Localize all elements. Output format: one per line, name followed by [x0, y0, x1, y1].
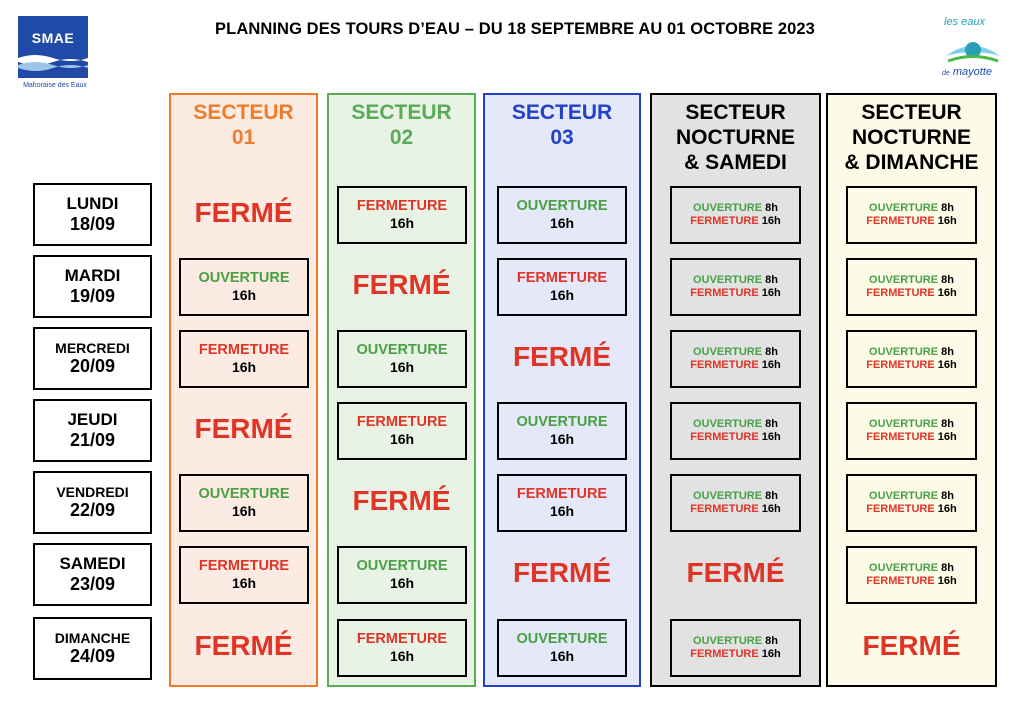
fermeture-time: 16h	[937, 575, 957, 587]
sector-header-line1: SECTEUR	[193, 101, 294, 124]
page-title: PLANNING DES TOURS D’EAU – DU 18 SEPTEMBRE AU 01 OCTOBRE 2023	[215, 20, 815, 38]
ouverture-label: OUVERTURE	[869, 417, 939, 430]
ouverture-label: OUVERTURE	[869, 273, 939, 286]
time-label: 16h	[389, 215, 415, 232]
eaux-logo-name: mayotte	[952, 66, 992, 78]
sector-header-line1: SECTEUR	[685, 101, 786, 124]
time-label: 16h	[549, 431, 575, 448]
fermeture-label: FERMETURE	[866, 287, 935, 299]
status-ferme: FERMÉ	[194, 413, 293, 444]
day-date: 22/09	[69, 500, 116, 521]
schedule-cell-ouverture-fermeture	[846, 402, 977, 460]
status-ferme: FERMÉ	[352, 485, 451, 516]
day-date: 20/09	[69, 356, 116, 377]
smae-logo-text: SMAE	[31, 30, 75, 46]
ouverture-line	[672, 418, 799, 431]
ouverture-time: 8h	[765, 489, 778, 502]
sector-header-line3: & DIMANCHE	[844, 150, 979, 174]
schedule-cell-ouverture-fermeture	[670, 186, 801, 244]
sector-header	[171, 101, 316, 151]
day-date: 24/09	[69, 646, 116, 667]
fermeture-time: 16h	[761, 287, 781, 299]
status-ferme: FERMÉ	[862, 630, 961, 661]
ouverture-label: OUVERTURE	[693, 345, 763, 358]
eaux-logo-de: de	[942, 70, 950, 77]
water-drop-icon	[938, 28, 1008, 68]
sector-column-nocturne-samedi	[650, 93, 821, 687]
fermeture-label: FERMETURE	[690, 431, 759, 443]
time-label: 16h	[231, 503, 257, 520]
fermeture-label: FERMETURE	[516, 486, 608, 503]
ouverture-time: 8h	[765, 417, 778, 430]
ouverture-time: 8h	[765, 345, 778, 358]
day-date: 23/09	[69, 573, 116, 594]
fermeture-label: FERMETURE	[866, 503, 935, 515]
ouverture-time: 8h	[765, 273, 778, 286]
ouverture-line	[848, 490, 975, 503]
schedule-cell-ouverture	[497, 619, 627, 677]
schedule-cell-ouverture	[497, 402, 627, 460]
ouverture-line	[672, 490, 799, 503]
time-label: 16h	[231, 575, 257, 592]
schedule-cell-ouverture-fermeture	[670, 258, 801, 316]
wave-icon	[18, 52, 88, 74]
fermeture-time: 16h	[761, 359, 781, 371]
ouverture-time: 8h	[941, 201, 954, 214]
time-label: 16h	[231, 287, 257, 304]
fermeture-label: FERMETURE	[356, 631, 448, 648]
ouverture-line	[848, 274, 975, 287]
eaux-logo-bottom-text	[942, 66, 992, 78]
fermeture-time: 16h	[937, 287, 957, 299]
schedule-cell-ouverture	[179, 258, 309, 316]
ouverture-label: OUVERTURE	[869, 201, 939, 214]
fermeture-line	[672, 431, 799, 444]
ouverture-time: 8h	[941, 561, 954, 574]
schedule-cell-fermeture	[497, 258, 627, 316]
fermeture-time: 16h	[761, 215, 781, 227]
ouverture-time: 8h	[765, 634, 778, 647]
sector-header-line2: NOCTURNE	[676, 125, 795, 149]
schedule-cell-ouverture-fermeture	[846, 330, 977, 388]
fermeture-time: 16h	[761, 431, 781, 443]
fermeture-line	[672, 503, 799, 516]
sector-column-02	[327, 93, 476, 687]
fermeture-label: FERMETURE	[866, 215, 935, 227]
sector-column-03	[483, 93, 641, 687]
schedule-cell-ouverture-fermeture	[670, 474, 801, 532]
day-date: 18/09	[69, 213, 116, 234]
fermeture-label: FERMETURE	[356, 414, 448, 431]
schedule-cell-ouverture-fermeture	[670, 619, 801, 677]
schedule-cell-ouverture-fermeture	[670, 402, 801, 460]
time-label: 16h	[389, 359, 415, 376]
day-name: LUNDI	[66, 194, 119, 214]
ouverture-label: OUVERTURE	[516, 631, 608, 648]
day-date: 21/09	[69, 429, 116, 450]
sector-header-line2: 02	[389, 125, 414, 149]
schedule-cell-fermeture	[337, 619, 467, 677]
ouverture-time: 8h	[765, 201, 778, 214]
day-name: MERCREDI	[55, 340, 130, 357]
ouverture-label: OUVERTURE	[693, 417, 763, 430]
sector-header	[485, 101, 639, 151]
sector-header-line1: SECTEUR	[351, 101, 452, 124]
fermeture-line	[848, 431, 975, 444]
fermeture-label: FERMETURE	[866, 575, 935, 587]
day-date: 19/09	[69, 285, 116, 306]
day-name: VENDREDI	[56, 484, 129, 501]
schedule-cell-fermeture	[179, 546, 309, 604]
time-label: 16h	[389, 431, 415, 448]
schedule-cell-ouverture-fermeture	[846, 186, 977, 244]
fermeture-time: 16h	[937, 215, 957, 227]
ouverture-label: OUVERTURE	[693, 634, 763, 647]
fermeture-label: FERMETURE	[866, 359, 935, 371]
sector-header-line1: SECTEUR	[861, 101, 962, 124]
sector-header	[652, 101, 819, 175]
fermeture-line	[672, 359, 799, 372]
ouverture-line	[672, 346, 799, 359]
fermeture-label: FERMETURE	[516, 270, 608, 287]
day-label-mardi	[33, 255, 152, 318]
sector-header-line2: 03	[550, 125, 574, 149]
fermeture-time: 16h	[761, 648, 781, 660]
ouverture-label: OUVERTURE	[516, 414, 608, 431]
schedule-cell-ouverture	[179, 474, 309, 532]
ouverture-label: OUVERTURE	[869, 489, 939, 502]
fermeture-line	[848, 503, 975, 516]
day-label-lundi	[33, 183, 152, 246]
status-ferme: FERMÉ	[513, 557, 611, 588]
sector-header	[329, 101, 474, 151]
schedule-cell-ouverture-fermeture	[846, 474, 977, 532]
fermeture-line	[848, 215, 975, 228]
fermeture-label: FERMETURE	[690, 359, 759, 371]
fermeture-line	[672, 287, 799, 300]
day-label-vendredi	[33, 471, 152, 534]
day-name: SAMEDI	[59, 554, 126, 574]
fermeture-time: 16h	[761, 503, 781, 515]
ouverture-label: OUVERTURE	[869, 345, 939, 358]
fermeture-label: FERMETURE	[690, 215, 759, 227]
schedule-cell-ouverture-fermeture	[846, 258, 977, 316]
status-ferme: FERMÉ	[513, 341, 611, 372]
schedule-cell-fermeture	[337, 186, 467, 244]
ouverture-time: 8h	[941, 273, 954, 286]
ouverture-label: OUVERTURE	[198, 486, 290, 503]
fermeture-label: FERMETURE	[690, 648, 759, 660]
time-label: 16h	[549, 648, 575, 665]
eaux-de-mayotte-logo	[938, 16, 1008, 82]
fermeture-label: FERMETURE	[690, 287, 759, 299]
fermeture-line	[672, 648, 799, 661]
schedule-cell-ouverture-fermeture	[670, 330, 801, 388]
ouverture-label: OUVERTURE	[356, 558, 448, 575]
status-ferme: FERMÉ	[686, 557, 785, 588]
fermeture-time: 16h	[937, 431, 957, 443]
fermeture-label: FERMETURE	[690, 503, 759, 515]
fermeture-line	[848, 575, 975, 588]
ouverture-line	[672, 274, 799, 287]
ouverture-line	[672, 202, 799, 215]
smae-logo	[18, 16, 88, 78]
day-label-samedi	[33, 543, 152, 606]
day-name: MARDI	[64, 266, 121, 286]
fermeture-line	[848, 359, 975, 372]
time-label: 16h	[231, 359, 257, 376]
sector-header-line3: & SAMEDI	[684, 150, 787, 174]
ouverture-line	[848, 418, 975, 431]
ouverture-label: OUVERTURE	[198, 270, 290, 287]
time-label: 16h	[549, 287, 575, 304]
ouverture-line	[848, 202, 975, 215]
sector-header	[828, 101, 995, 175]
day-name: DIMANCHE	[54, 630, 131, 647]
time-label: 16h	[389, 648, 415, 665]
status-ferme: FERMÉ	[194, 630, 293, 661]
fermeture-label: FERMETURE	[866, 431, 935, 443]
sector-header-line2: 01	[231, 125, 256, 149]
sector-column-01	[169, 93, 318, 687]
ouverture-line	[848, 346, 975, 359]
ouverture-label: OUVERTURE	[356, 342, 448, 359]
schedule-cell-ouverture	[337, 330, 467, 388]
fermeture-line	[672, 215, 799, 228]
sector-header-line1: SECTEUR	[511, 101, 613, 124]
schedule-cell-fermeture	[179, 330, 309, 388]
fermeture-time: 16h	[937, 359, 957, 371]
ouverture-label: OUVERTURE	[693, 273, 763, 286]
schedule-cell-ouverture-fermeture	[846, 546, 977, 604]
day-label-jeudi	[33, 399, 152, 462]
day-name: JEUDI	[67, 410, 118, 430]
schedule-cell-ouverture	[497, 186, 627, 244]
ouverture-line	[848, 562, 975, 575]
fermeture-line	[848, 287, 975, 300]
ouverture-label: OUVERTURE	[869, 561, 939, 574]
ouverture-line	[672, 635, 799, 648]
fermeture-label: FERMETURE	[198, 342, 290, 359]
ouverture-label: OUVERTURE	[693, 489, 763, 502]
schedule-cell-fermeture	[337, 402, 467, 460]
fermeture-time: 16h	[937, 503, 957, 515]
time-label: 16h	[549, 503, 575, 520]
ouverture-time: 8h	[941, 489, 954, 502]
status-ferme: FERMÉ	[194, 197, 293, 228]
status-ferme: FERMÉ	[352, 269, 451, 300]
time-label: 16h	[549, 215, 575, 232]
sector-header-line2: NOCTURNE	[852, 125, 971, 149]
sector-column-nocturne-dimanche	[826, 93, 997, 687]
fermeture-label: FERMETURE	[198, 558, 290, 575]
ouverture-time: 8h	[941, 417, 954, 430]
day-label-dimanche	[33, 617, 152, 680]
schedule-cell-fermeture	[497, 474, 627, 532]
eaux-logo-top-text: les eaux	[944, 16, 985, 28]
ouverture-label: OUVERTURE	[516, 198, 608, 215]
day-label-mercredi	[33, 327, 152, 390]
ouverture-label: OUVERTURE	[693, 201, 763, 214]
smae-logo-subtitle: Mahoraise des Eaux	[23, 82, 87, 89]
time-label: 16h	[389, 575, 415, 592]
ouverture-time: 8h	[941, 345, 954, 358]
schedule-cell-ouverture	[337, 546, 467, 604]
fermeture-label: FERMETURE	[356, 198, 448, 215]
